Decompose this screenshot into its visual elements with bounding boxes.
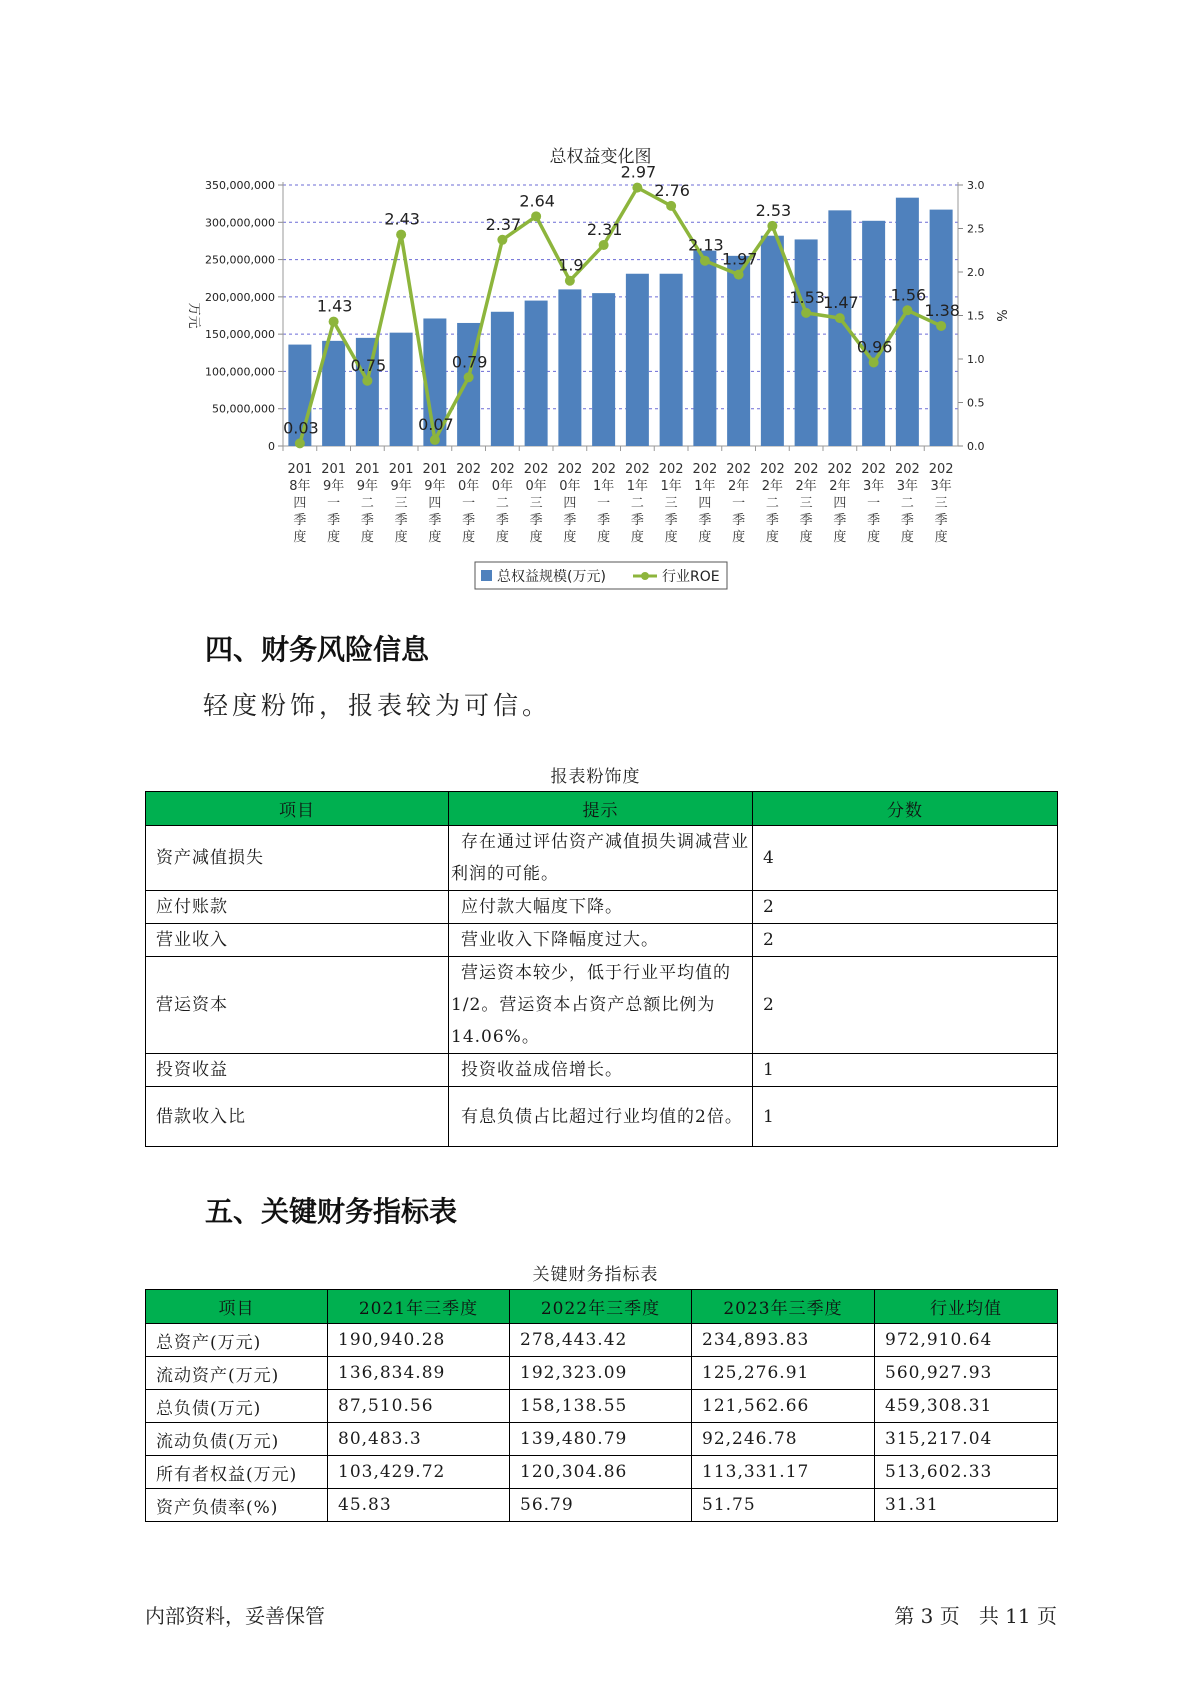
x-tick-label: 201: [388, 462, 414, 477]
kf-item: 流动资产(万元): [146, 1357, 328, 1390]
kf-value: 278,443.42: [510, 1324, 692, 1357]
table-row: [146, 1390, 1058, 1423]
roe-data-label: 1.38: [924, 300, 960, 320]
x-tick-label: 度: [495, 530, 509, 545]
x-tick-label: 3年: [930, 479, 952, 494]
x-tick-label: 季: [799, 513, 813, 528]
x-tick-label: 一: [732, 496, 746, 511]
y-tick-label: 200,000,000: [205, 290, 275, 304]
table-row: [146, 1357, 1058, 1390]
legend-line-label: 行业ROE: [662, 569, 720, 585]
kf-value: 192,323.09: [510, 1357, 692, 1390]
bar-8: [558, 289, 581, 446]
kf-item: 流动负债(万元): [146, 1423, 328, 1456]
bar-13: [727, 256, 750, 446]
roe-point-1: [329, 317, 339, 327]
table-row: [146, 957, 1058, 1054]
roe-data-label: 0.07: [418, 414, 454, 434]
x-tick-label: 202: [928, 462, 954, 477]
x-tick-label: 202: [591, 462, 617, 477]
x-tick-label: 9年: [322, 479, 345, 494]
x-tick-label: 季: [597, 513, 611, 528]
x-tick-label: 201: [422, 462, 448, 477]
x-tick-label: 1年: [660, 479, 682, 494]
kf-header-0: 项目: [146, 1290, 328, 1324]
x-tick-label: 三: [934, 496, 948, 511]
x-tick-label: 度: [664, 530, 678, 545]
x-tick-label: 202: [692, 462, 718, 477]
y-tick-label: 100,000,000: [205, 365, 275, 379]
x-tick-label: 四: [428, 496, 442, 511]
roe-point-7: [531, 211, 541, 221]
x-tick-label: 季: [327, 513, 341, 528]
x-tick-label: 季: [698, 513, 712, 528]
roe-point-9: [599, 240, 609, 250]
risk-item: 投资收益: [146, 1054, 449, 1087]
roe-data-label: 0.75: [350, 355, 387, 375]
x-tick-label: 1年: [694, 479, 716, 494]
kf-value: 139,480.79: [510, 1423, 692, 1456]
x-tick-label: 二: [900, 496, 914, 511]
kf-table-caption: 关键财务指标表: [532, 1265, 659, 1285]
kf-value: 513,602.33: [875, 1456, 1058, 1489]
x-tick-label: 0年: [491, 479, 514, 494]
x-tick-label: 度: [833, 530, 847, 545]
table-row: [146, 1087, 1058, 1147]
roe-point-10: [632, 183, 642, 193]
roe-point-8: [565, 276, 575, 286]
y-tick-label: 300,000,000: [205, 216, 275, 230]
kf-value: 113,331.17: [692, 1456, 875, 1489]
x-tick-label: 度: [698, 530, 712, 545]
x-tick-label: 二: [495, 496, 509, 511]
chart-title: 总权益变化图: [549, 147, 652, 167]
x-tick-label: 202: [658, 462, 684, 477]
x-tick-label: 四: [833, 496, 847, 511]
roe-point-5: [464, 372, 474, 382]
x-tick-label: 季: [630, 513, 644, 528]
kf-header-2: 2022年三季度: [510, 1290, 692, 1324]
x-tick-label: 202: [624, 462, 650, 477]
kf-value: 136,834.89: [328, 1357, 510, 1390]
x-tick-label: 度: [732, 530, 746, 545]
x-tick-label: 201: [321, 462, 347, 477]
x-tick-label: 度: [529, 530, 543, 545]
risk-hint: 应付款大幅度下降。: [449, 891, 753, 924]
bar-10: [626, 274, 649, 446]
x-tick-label: 度: [327, 530, 341, 545]
kf-item: 所有者权益(万元): [146, 1456, 328, 1489]
kf-value: 234,893.83: [692, 1324, 875, 1357]
roe-data-label: 0.96: [856, 337, 893, 357]
table-row: [146, 924, 1058, 957]
table-row: [146, 1489, 1058, 1522]
x-tick-label: 201: [354, 462, 380, 477]
x-tick-label: 201: [287, 462, 313, 477]
roe-data-label: 1.9: [558, 255, 584, 275]
risk-header-2: 分数: [753, 792, 1058, 826]
y2-tick-label: 2.5: [967, 222, 985, 236]
x-tick-label: 二: [630, 496, 644, 511]
y2-tick-label: 1.5: [967, 309, 985, 323]
roe-data-label: 2.43: [384, 209, 420, 229]
y2-tick-label: 0.5: [967, 396, 985, 410]
x-tick-label: 202: [489, 462, 515, 477]
y-tick-label: 50,000,000: [212, 402, 275, 416]
x-tick-label: 一: [327, 496, 341, 511]
roe-data-label: 1.56: [890, 285, 927, 305]
x-tick-label: 度: [799, 530, 813, 545]
kf-value: 92,246.78: [692, 1423, 875, 1456]
kf-item: 总负债(万元): [146, 1390, 328, 1423]
roe-point-13: [734, 270, 744, 280]
x-tick-label: 度: [765, 530, 779, 545]
y-tick-label: 0: [268, 440, 275, 453]
y-tick-label: 250,000,000: [205, 253, 275, 267]
x-tick-label: 季: [833, 513, 847, 528]
kf-value: 31.31: [875, 1489, 1058, 1522]
legend-line-marker: [641, 572, 649, 580]
kf-value: 80,483.3: [328, 1423, 510, 1456]
x-tick-label: 度: [462, 530, 476, 545]
x-tick-label: 0年: [559, 479, 581, 494]
key-financials-table: [145, 1289, 1058, 1522]
table-row: [146, 1456, 1058, 1489]
x-tick-label: 季: [529, 513, 543, 528]
kf-value: 51.75: [692, 1489, 875, 1522]
x-tick-label: 202: [557, 462, 583, 477]
roe-point-15: [801, 308, 811, 318]
roe-data-label: 2.64: [519, 191, 555, 211]
x-tick-label: 9年: [390, 479, 412, 494]
bar-2: [356, 338, 379, 446]
x-tick-label: 202: [523, 462, 549, 477]
x-tick-label: 三: [394, 496, 408, 511]
x-tick-label: 3年: [862, 479, 885, 494]
y2-axis-label: %: [993, 309, 1008, 322]
table-row: [146, 1324, 1058, 1357]
x-tick-label: 季: [428, 513, 442, 528]
kf-value: 190,940.28: [328, 1324, 510, 1357]
x-tick-label: 0年: [457, 479, 480, 494]
kf-value: 103,429.72: [328, 1456, 510, 1489]
bar-12: [693, 251, 716, 446]
x-tick-label: 季: [293, 513, 307, 528]
x-tick-label: 9年: [356, 479, 379, 494]
x-tick-label: 2年: [795, 479, 817, 494]
bar-7: [525, 301, 548, 446]
x-tick-label: 度: [900, 530, 914, 545]
risk-item: 资产减值损失: [146, 826, 449, 891]
x-tick-label: 度: [597, 530, 611, 545]
risk-score: 4: [753, 826, 1058, 891]
x-tick-label: 一: [867, 496, 881, 511]
x-tick-label: 1年: [592, 479, 615, 494]
risk-header-1: 提示: [449, 792, 753, 826]
roe-point-18: [902, 305, 912, 315]
roe-data-label: 2.13: [688, 235, 724, 255]
bar-17: [862, 221, 885, 446]
roe-point-6: [497, 235, 507, 245]
x-tick-label: 季: [394, 513, 408, 528]
x-tick-label: 度: [428, 530, 442, 545]
y2-tick-label: 1.0: [967, 353, 985, 366]
roe-point-12: [700, 256, 710, 266]
risk-hint: 营运资本较少，低于行业平均值的1/2。营运资本占资产总额比例为14.06%。: [449, 957, 753, 1054]
bar-11: [660, 274, 683, 446]
bar-9: [592, 293, 615, 446]
x-tick-label: 三: [799, 496, 813, 511]
roe-point-17: [869, 357, 879, 367]
x-tick-label: 四: [293, 496, 307, 511]
x-tick-label: 季: [563, 513, 577, 528]
roe-point-0: [295, 438, 305, 448]
bar-14: [761, 236, 784, 446]
x-tick-label: 度: [630, 530, 644, 545]
table-row: [146, 891, 1058, 924]
risk-item: 营运资本: [146, 957, 449, 1054]
kf-value: 45.83: [328, 1489, 510, 1522]
x-tick-label: 8年: [289, 479, 311, 494]
kf-value: 87,510.56: [328, 1390, 510, 1423]
x-tick-label: 二: [765, 496, 779, 511]
x-tick-label: 2年: [727, 479, 750, 494]
roe-data-label: 1.47: [823, 293, 859, 313]
roe-point-14: [767, 221, 777, 231]
risk-score: 2: [753, 924, 1058, 957]
x-tick-label: 202: [827, 462, 853, 477]
risk-table-header: [146, 792, 1058, 826]
x-tick-label: 季: [462, 513, 476, 528]
x-tick-label: 季: [664, 513, 678, 528]
risk-table: [145, 791, 1058, 1147]
bar-3: [390, 333, 413, 446]
risk-hint: 存在通过评估资产减值损失调减营业利润的可能。: [449, 826, 753, 891]
x-tick-label: 季: [360, 513, 374, 528]
roe-data-label: 1.43: [316, 296, 353, 316]
roe-point-3: [396, 230, 406, 240]
kf-value: 560,927.93: [875, 1357, 1058, 1390]
kf-value: 459,308.31: [875, 1390, 1058, 1423]
x-tick-label: 一: [597, 496, 611, 511]
footer-note: 内部资料，妥善保管: [145, 1604, 325, 1628]
x-tick-label: 四: [698, 496, 712, 511]
risk-score: 1: [753, 1054, 1058, 1087]
kf-item: 总资产(万元): [146, 1324, 328, 1357]
x-tick-label: 度: [563, 530, 577, 545]
kf-value: 972,910.64: [875, 1324, 1058, 1357]
x-tick-label: 9年: [424, 479, 446, 494]
risk-hint: 有息负债占比超过行业均值的2倍。: [449, 1087, 753, 1147]
risk-item: 营业收入: [146, 924, 449, 957]
x-tick-label: 3年: [896, 479, 919, 494]
x-tick-label: 度: [293, 530, 307, 545]
legend-bar-label: 总权益规模(万元): [497, 569, 606, 585]
kf-header-3: 2023年三季度: [692, 1290, 875, 1324]
roe-data-label: 0.03: [283, 418, 319, 438]
roe-data-label: 2.53: [755, 200, 792, 220]
page-number: 第 3 页 共 11 页: [894, 1604, 1057, 1628]
x-tick-label: 202: [894, 462, 920, 477]
roe-data-label: 2.76: [654, 180, 690, 200]
kf-table-header: [146, 1290, 1058, 1324]
x-tick-label: 季: [900, 513, 914, 528]
roe-data-label: 2.37: [485, 214, 522, 234]
x-tick-label: 2年: [829, 479, 851, 494]
x-tick-label: 202: [726, 462, 752, 477]
x-tick-label: 202: [861, 462, 887, 477]
x-tick-label: 度: [867, 530, 881, 545]
x-tick-label: 季: [934, 513, 948, 528]
kf-value: 125,276.91: [692, 1357, 875, 1390]
x-tick-label: 202: [793, 462, 819, 477]
x-tick-label: 季: [495, 513, 509, 528]
risk-item: 应付账款: [146, 891, 449, 924]
y2-tick-label: 3.0: [967, 179, 985, 192]
roe-data-label: 1.97: [721, 249, 758, 269]
roe-point-11: [666, 201, 676, 211]
risk-score: 1: [753, 1087, 1058, 1147]
table-row: [146, 1054, 1058, 1087]
x-tick-label: 202: [759, 462, 785, 477]
y-tick-label: 150,000,000: [205, 328, 275, 342]
risk-table-caption: 报表粉饰度: [550, 767, 641, 787]
risk-summary: 轻度粉饰，报表较为可信。: [203, 691, 552, 720]
x-tick-label: 2年: [761, 479, 784, 494]
section5-heading: 五、关键财务指标表: [205, 1195, 458, 1228]
y2-tick-label: 2.0: [967, 266, 985, 279]
x-tick-label: 季: [765, 513, 779, 528]
risk-score: 2: [753, 891, 1058, 924]
kf-value: 121,562.66: [692, 1390, 875, 1423]
table-row: [146, 1423, 1058, 1456]
legend-bar-swatch: [481, 570, 492, 581]
kf-value: 120,304.86: [510, 1456, 692, 1489]
roe-point-16: [835, 313, 845, 323]
risk-item: 借款收入比: [146, 1087, 449, 1147]
roe-data-label: 2.31: [586, 220, 623, 240]
x-tick-label: 度: [360, 530, 374, 545]
risk-score: 2: [753, 957, 1058, 1054]
x-tick-label: 0年: [525, 479, 547, 494]
kf-header-1: 2021年三季度: [328, 1290, 510, 1324]
y2-tick-label: 0.0: [967, 440, 985, 453]
risk-hint: 投资收益成倍增长。: [449, 1054, 753, 1087]
kf-value: 158,138.55: [510, 1390, 692, 1423]
y-tick-label: 350,000,000: [205, 179, 275, 192]
x-tick-label: 季: [732, 513, 746, 528]
y-axis-label: 万元: [186, 302, 201, 329]
section4-heading: 四、财务风险信息: [205, 633, 430, 666]
roe-point-19: [936, 321, 946, 331]
x-tick-label: 度: [394, 530, 408, 545]
kf-value: 315,217.04: [875, 1423, 1058, 1456]
kf-header-4: 行业均值: [875, 1290, 1058, 1324]
x-tick-label: 四: [563, 496, 577, 511]
table-row: [146, 826, 1058, 891]
x-tick-label: 三: [529, 496, 543, 511]
roe-point-2: [362, 376, 372, 386]
x-tick-label: 二: [360, 496, 374, 511]
x-tick-label: 季: [867, 513, 881, 528]
x-tick-label: 1年: [626, 479, 649, 494]
kf-value: 56.79: [510, 1489, 692, 1522]
x-tick-label: 三: [664, 496, 678, 511]
x-tick-label: 度: [934, 530, 948, 545]
risk-header-0: 项目: [146, 792, 449, 826]
roe-data-label: 2.97: [620, 162, 657, 182]
equity-chart: [0, 0, 1191, 600]
roe-data-label: 1.53: [789, 287, 825, 307]
roe-point-4: [430, 435, 440, 445]
x-tick-label: 一: [462, 496, 476, 511]
bar-15: [795, 239, 818, 446]
kf-item: 资产负债率(%): [146, 1489, 328, 1522]
x-tick-label: 202: [456, 462, 482, 477]
risk-hint: 营业收入下降幅度过大。: [449, 924, 753, 957]
bar-6: [491, 312, 514, 446]
roe-data-label: 0.79: [451, 352, 488, 372]
